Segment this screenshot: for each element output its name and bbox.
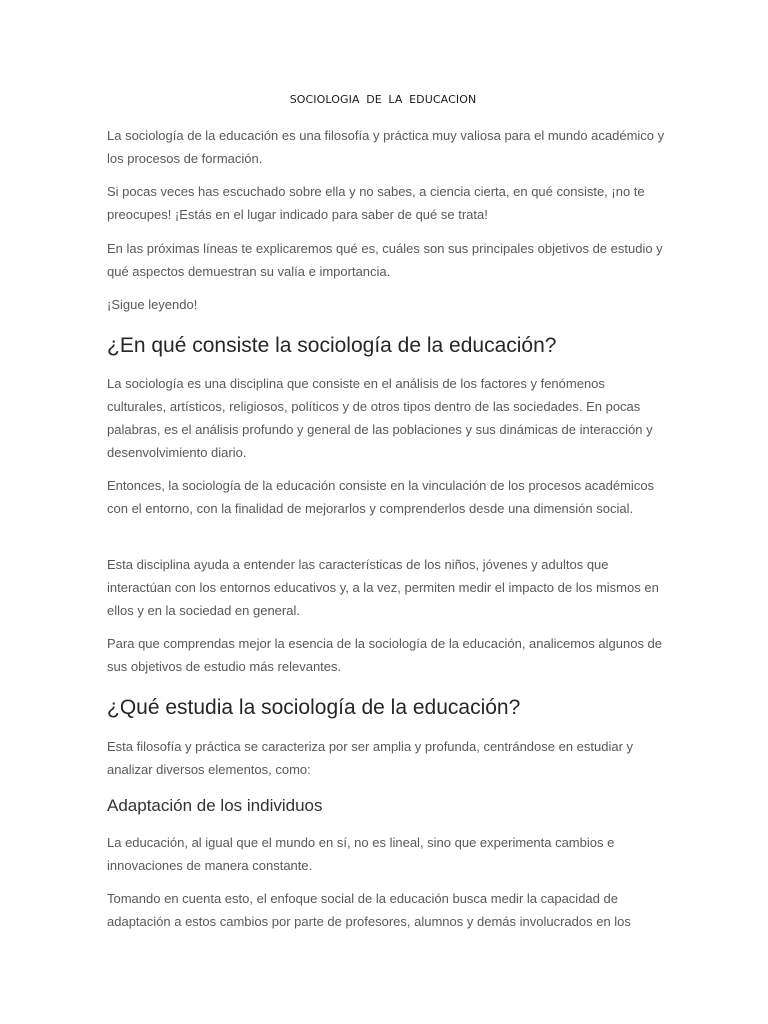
intro-paragraph-4: ¡Sigue leyendo! xyxy=(107,297,198,312)
section-heading-consiste: ¿En qué consiste la sociología de la educación? xyxy=(107,334,557,357)
subsection-heading-adaptacion: Adaptación de los individuos xyxy=(107,796,323,815)
section2-paragraph-1: Esta filosofía y práctica se caracteriza por ser amplia y profunda, centrándose en estudiar y analizar diversos elementos, como: xyxy=(107,739,634,777)
section1-paragraph-1: La sociología es una disciplina que consiste en el análisis de los factores y fenómenos culturales, artísticos, religiosos, políticos y de otros tipos dentro de las sociedades. En pocas palabras, es el análisis profundo y general de las poblaciones y sus dinámicas de interacción y desenvolvimiento diario. xyxy=(107,376,653,460)
intro-paragraph-1: La sociología de la educación es una filosofía y práctica muy valiosa para el mundo académico y los procesos de formación. xyxy=(107,128,665,166)
intro-paragraph-2: Si pocas veces has escuchado sobre ella y no sabes, a ciencia cierta, en qué consiste, ¡no te preocupes! ¡Estás en el lugar indicado para saber de qué se trata! xyxy=(107,184,645,222)
subsection1-paragraph-2: Tomando en cuenta esto, el enfoque social de la educación busca medir la capacidad de adaptación a estos cambios por parte de profesores, alumnos y demás involucrados en los xyxy=(107,891,631,929)
section1-paragraph-2: Entonces, la sociología de la educación consiste en la vinculación de los procesos académicos con el entorno, con la finalidad de mejorarlos y comprenderlos desde una dimensión social. xyxy=(107,478,655,516)
subsection1-paragraph-1: La educación, al igual que el mundo en sí, no es lineal, sino que experimenta cambios e innovaciones de manera constante. xyxy=(107,835,615,873)
section-heading-estudia: ¿Qué estudia la sociología de la educación? xyxy=(107,696,521,719)
section1-paragraph-3: Esta disciplina ayuda a entender las características de los niños, jóvenes y adultos que interactúan con los entornos educativos y, a la vez, permiten medir el impacto de los mismos en ellos y en la sociedad en general. xyxy=(107,557,659,618)
section1-paragraph-4: Para que comprendas mejor la esencia de la sociología de la educación, analicemos algunos de sus objetivos de estudio más relevantes. xyxy=(107,636,663,674)
document-title: SOCIOLOGIA DE LA EDUCACION xyxy=(289,93,477,106)
intro-paragraph-3: En las próximas líneas te explicaremos qué es, cuáles son sus principales objetivos de estudio y qué aspectos demuestran su valía e importancia. xyxy=(107,241,663,279)
